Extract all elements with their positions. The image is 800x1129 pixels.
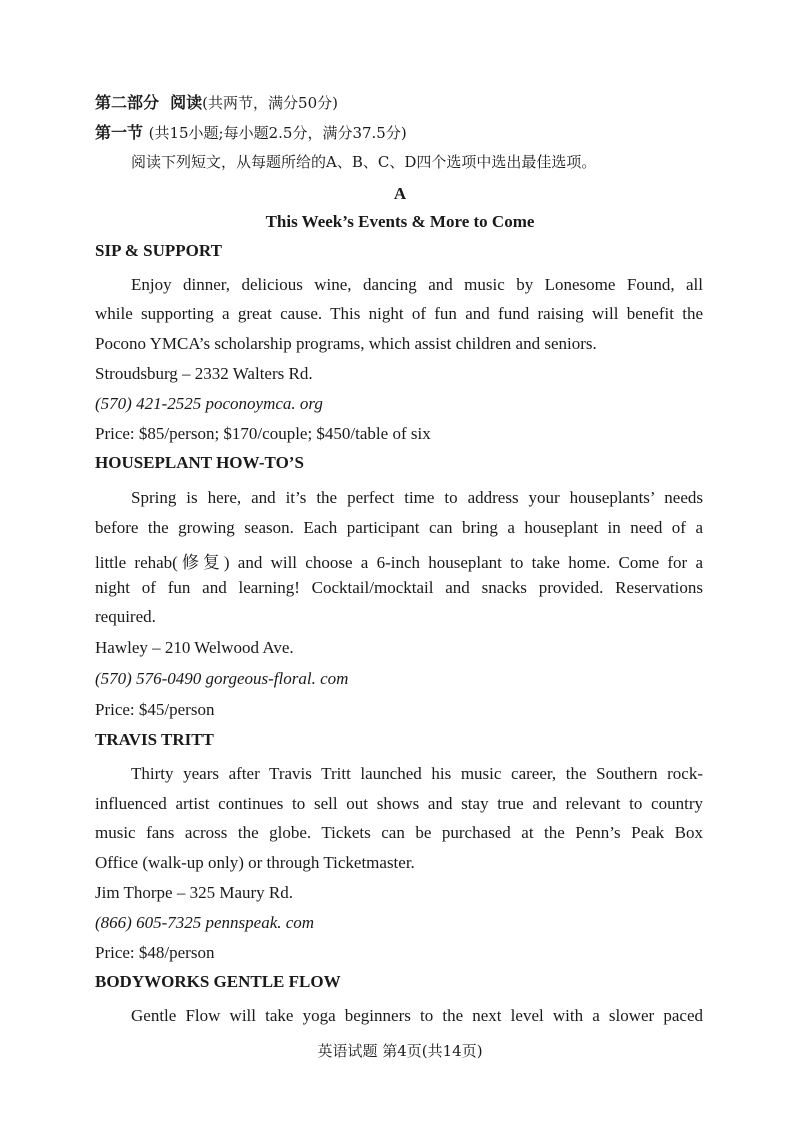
part-title: 阅读 xyxy=(170,93,203,112)
passage-title: This Week’s Events & More to Come xyxy=(265,212,535,231)
event-line: while supporting a great cause. This night of fun and fund raising will benefit the xyxy=(95,304,703,323)
section-heading xyxy=(95,120,407,143)
event-title-bodyworks: BODYWORKS GENTLE FLOW xyxy=(95,972,341,991)
part-heading xyxy=(95,90,338,113)
event-title-houseplant: HOUSEPLANT HOW-TO’S xyxy=(95,453,304,472)
event-line: night of fun and learning! Cocktail/mocktail and snacks provided. Reservations xyxy=(95,578,703,597)
section-label: 第一节 xyxy=(95,123,144,142)
event-line: before the growing season. Each participant can bring a houseplant in need of a xyxy=(95,518,703,537)
event-line: Enjoy dinner, delicious wine, dancing and music by Lonesome Found, all xyxy=(131,275,703,294)
event-address: Jim Thorpe – 325 Maury Rd. xyxy=(95,883,294,902)
event-price: Price: $45/person xyxy=(95,700,215,719)
event-contact: (866) 605-7325 pennspeak. com xyxy=(95,913,315,932)
event-line: little rehab(修复) and will choose a 6-inch houseplant to take home. Come for a xyxy=(95,553,703,572)
page-footer: 英语试题 第4页(共14页) xyxy=(317,1042,483,1060)
event-price: Price: $85/person; $170/couple; $450/table of six xyxy=(95,424,431,443)
event-line: influenced artist continues to sell out shows and stay true and relevant to country xyxy=(95,794,703,813)
event-line: music fans across the globe. Tickets can be purchased at the Penn’s Peak Box xyxy=(95,823,703,842)
event-line: Thirty years after Travis Tritt launched his music career, the Southern rock- xyxy=(131,764,703,783)
event-line: required. xyxy=(95,607,156,626)
instruction: 阅读下列短文，从每题所给的A、B、C、D四个选项中选出最佳选项。 xyxy=(131,153,597,171)
event-contact: (570) 421-2525 poconoymca. org xyxy=(95,394,323,413)
event-title-travis-tritt: TRAVIS TRITT xyxy=(95,730,214,749)
part-note: (共两节，满分50分) xyxy=(202,94,338,112)
event-line: Pocono YMCA’s scholarship programs, which assist children and seniors. xyxy=(95,334,597,353)
section-note: (共15小题;每小题2.5分，满分37.5分) xyxy=(148,124,407,142)
event-address: Hawley – 210 Welwood Ave. xyxy=(95,638,294,657)
passage-letter: A xyxy=(393,184,407,203)
event-title-sip-support: SIP & SUPPORT xyxy=(95,241,222,260)
event-address: Stroudsburg – 2332 Walters Rd. xyxy=(95,364,313,383)
event-price: Price: $48/person xyxy=(95,943,215,962)
event-contact: (570) 576-0490 gorgeous-floral. com xyxy=(95,669,349,688)
part-label: 第二部分 xyxy=(95,93,160,112)
event-line: Spring is here, and it’s the perfect time to address your houseplants’ needs xyxy=(131,488,703,507)
event-line: Gentle Flow will take yoga beginners to the next level with a slower paced xyxy=(131,1006,703,1025)
event-line: Office (walk-up only) or through Ticketmaster. xyxy=(95,853,415,872)
